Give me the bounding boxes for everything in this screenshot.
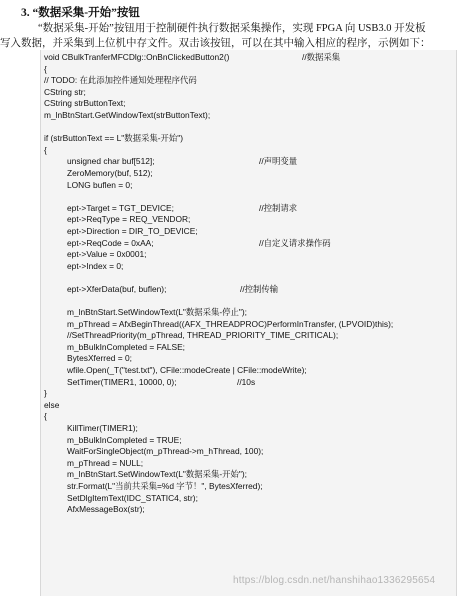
code-line bbox=[44, 98, 454, 110]
code-text: m_bBulkInCompleted = FALSE; bbox=[67, 341, 186, 352]
code-line bbox=[44, 307, 454, 319]
code-line bbox=[44, 110, 454, 122]
code-text: { bbox=[44, 63, 47, 74]
code-line bbox=[44, 168, 454, 180]
code-line bbox=[44, 156, 454, 168]
code-line bbox=[44, 272, 454, 284]
code-text: { bbox=[44, 411, 47, 422]
code-text: //SetThreadPriority(m_pThread, THREAD_PRIORITY_TIME_CRITICAL); bbox=[67, 330, 339, 341]
code-line bbox=[44, 226, 454, 238]
code-comment: //控制传输 bbox=[240, 283, 279, 294]
code-text: CString str; bbox=[44, 86, 86, 97]
code-text: // TODO: 在此添加控件通知处理程序代码 bbox=[44, 75, 197, 86]
code-comment: //10s bbox=[237, 376, 256, 387]
code-text: ept->Index = 0; bbox=[67, 260, 124, 271]
code-line bbox=[44, 64, 454, 76]
intro-paragraph-line-1: “数据采集-开始”按钮用于控制硬件执行数据采集操作，实现 FPGA 向 USB3.0 开发板 bbox=[38, 23, 426, 34]
code-text: ept->ReqCode = 0xAA; bbox=[67, 237, 154, 248]
code-text: else bbox=[44, 399, 60, 410]
code-line bbox=[44, 481, 454, 493]
code-text: ept->ReqType = REQ_VENDOR; bbox=[67, 214, 191, 225]
code-text: m_pThread = AfxBeginThread((AFX_THREADPROC)PerformInTransfer, (LPVOID)this); bbox=[67, 318, 394, 329]
watermark-url: https://blog.csdn.net/hanshihao1336295654 bbox=[233, 575, 436, 586]
code-line bbox=[44, 400, 454, 412]
code-line bbox=[44, 249, 454, 261]
code-line bbox=[44, 214, 454, 226]
code-comment: //自定义请求操作码 bbox=[259, 237, 331, 248]
code-comment: //声明变量 bbox=[259, 156, 298, 167]
code-text: BytesXferred = 0; bbox=[67, 353, 132, 364]
code-line bbox=[44, 191, 454, 203]
code-text: ept->Value = 0x0001; bbox=[67, 249, 147, 260]
code-line bbox=[44, 458, 454, 470]
code-text: m_lnBtnStart.GetWindowText(strButtonText); bbox=[44, 109, 211, 120]
code-line bbox=[44, 411, 454, 423]
code-line bbox=[44, 122, 454, 134]
code-line bbox=[44, 342, 454, 354]
intro-paragraph-line-2: 写入数据，并采集到上位机中存文件。双击该按钮，可以在其中输入相应的程序，示例如下： bbox=[0, 38, 431, 49]
code-line bbox=[44, 423, 454, 435]
code-line bbox=[44, 388, 454, 400]
code-line bbox=[44, 284, 454, 296]
code-text: { bbox=[44, 144, 47, 155]
code-line bbox=[44, 330, 454, 342]
code-text: if (strButtonText == L"数据采集-开始") bbox=[44, 133, 184, 144]
code-text: } bbox=[44, 388, 47, 399]
code-line bbox=[44, 446, 454, 458]
code-text: WaitForSingleObject(m_pThread->m_hThread, 100); bbox=[67, 446, 264, 457]
code-line bbox=[44, 261, 454, 273]
code-line bbox=[44, 493, 454, 505]
code-text: AfxMessageBox(str); bbox=[67, 504, 145, 515]
code-line bbox=[44, 145, 454, 157]
code-line bbox=[44, 504, 454, 516]
code-line bbox=[44, 377, 454, 389]
code-text: unsigned char buf[512]; bbox=[67, 156, 155, 167]
code-comment: //控制请求 bbox=[259, 202, 298, 213]
code-text: void CBulkTranferMFCDlg::OnBnClickedButton2() bbox=[44, 52, 230, 62]
code-line bbox=[44, 435, 454, 447]
code-line bbox=[44, 87, 454, 99]
code-text: m_lnBtnStart.SetWindowText(L"数据采集-开始"); bbox=[67, 469, 247, 480]
code-text: ZeroMemory(buf, 512); bbox=[67, 167, 153, 178]
code-line bbox=[44, 353, 454, 365]
code-text: ept->XferData(buf, buflen); bbox=[67, 283, 167, 294]
code-line bbox=[44, 319, 454, 331]
code-comment: //数据采集 bbox=[302, 52, 341, 62]
code-block bbox=[44, 52, 454, 516]
code-text: m_lnBtnStart.SetWindowText(L"数据采集-停止"); bbox=[67, 307, 247, 318]
code-line bbox=[44, 75, 454, 87]
code-text: SetTimer(TIMER1, 10000, 0); bbox=[67, 376, 177, 387]
code-text: wfile.Open(_T("test.txt"), CFile::modeCreate | CFile::modeWrite); bbox=[67, 365, 307, 376]
section-heading: 3. “数据采集-开始”按钮 bbox=[21, 7, 140, 19]
code-text: m_pThread = NULL; bbox=[67, 457, 144, 468]
code-text: ept->Target = TGT_DEVICE; bbox=[67, 202, 174, 213]
code-line bbox=[44, 180, 454, 192]
code-text: LONG buflen = 0; bbox=[67, 179, 133, 190]
code-line bbox=[44, 203, 454, 215]
code-line bbox=[44, 52, 454, 64]
code-text: CString strButtonText; bbox=[44, 98, 126, 109]
code-text: m_bBulkInCompleted = TRUE; bbox=[67, 434, 182, 445]
code-text: KillTimer(TIMER1); bbox=[67, 423, 138, 433]
code-line bbox=[44, 365, 454, 377]
code-text: ept->Direction = DIR_TO_DEVICE; bbox=[67, 225, 198, 236]
code-line bbox=[44, 469, 454, 481]
code-line bbox=[44, 238, 454, 250]
code-text: str.Format(L"当前共采集=%d 字节！", BytesXferred); bbox=[67, 480, 263, 491]
code-text: SetDlgItemText(IDC_STATIC4, str); bbox=[67, 492, 198, 503]
code-line bbox=[44, 295, 454, 307]
code-line bbox=[44, 133, 454, 145]
